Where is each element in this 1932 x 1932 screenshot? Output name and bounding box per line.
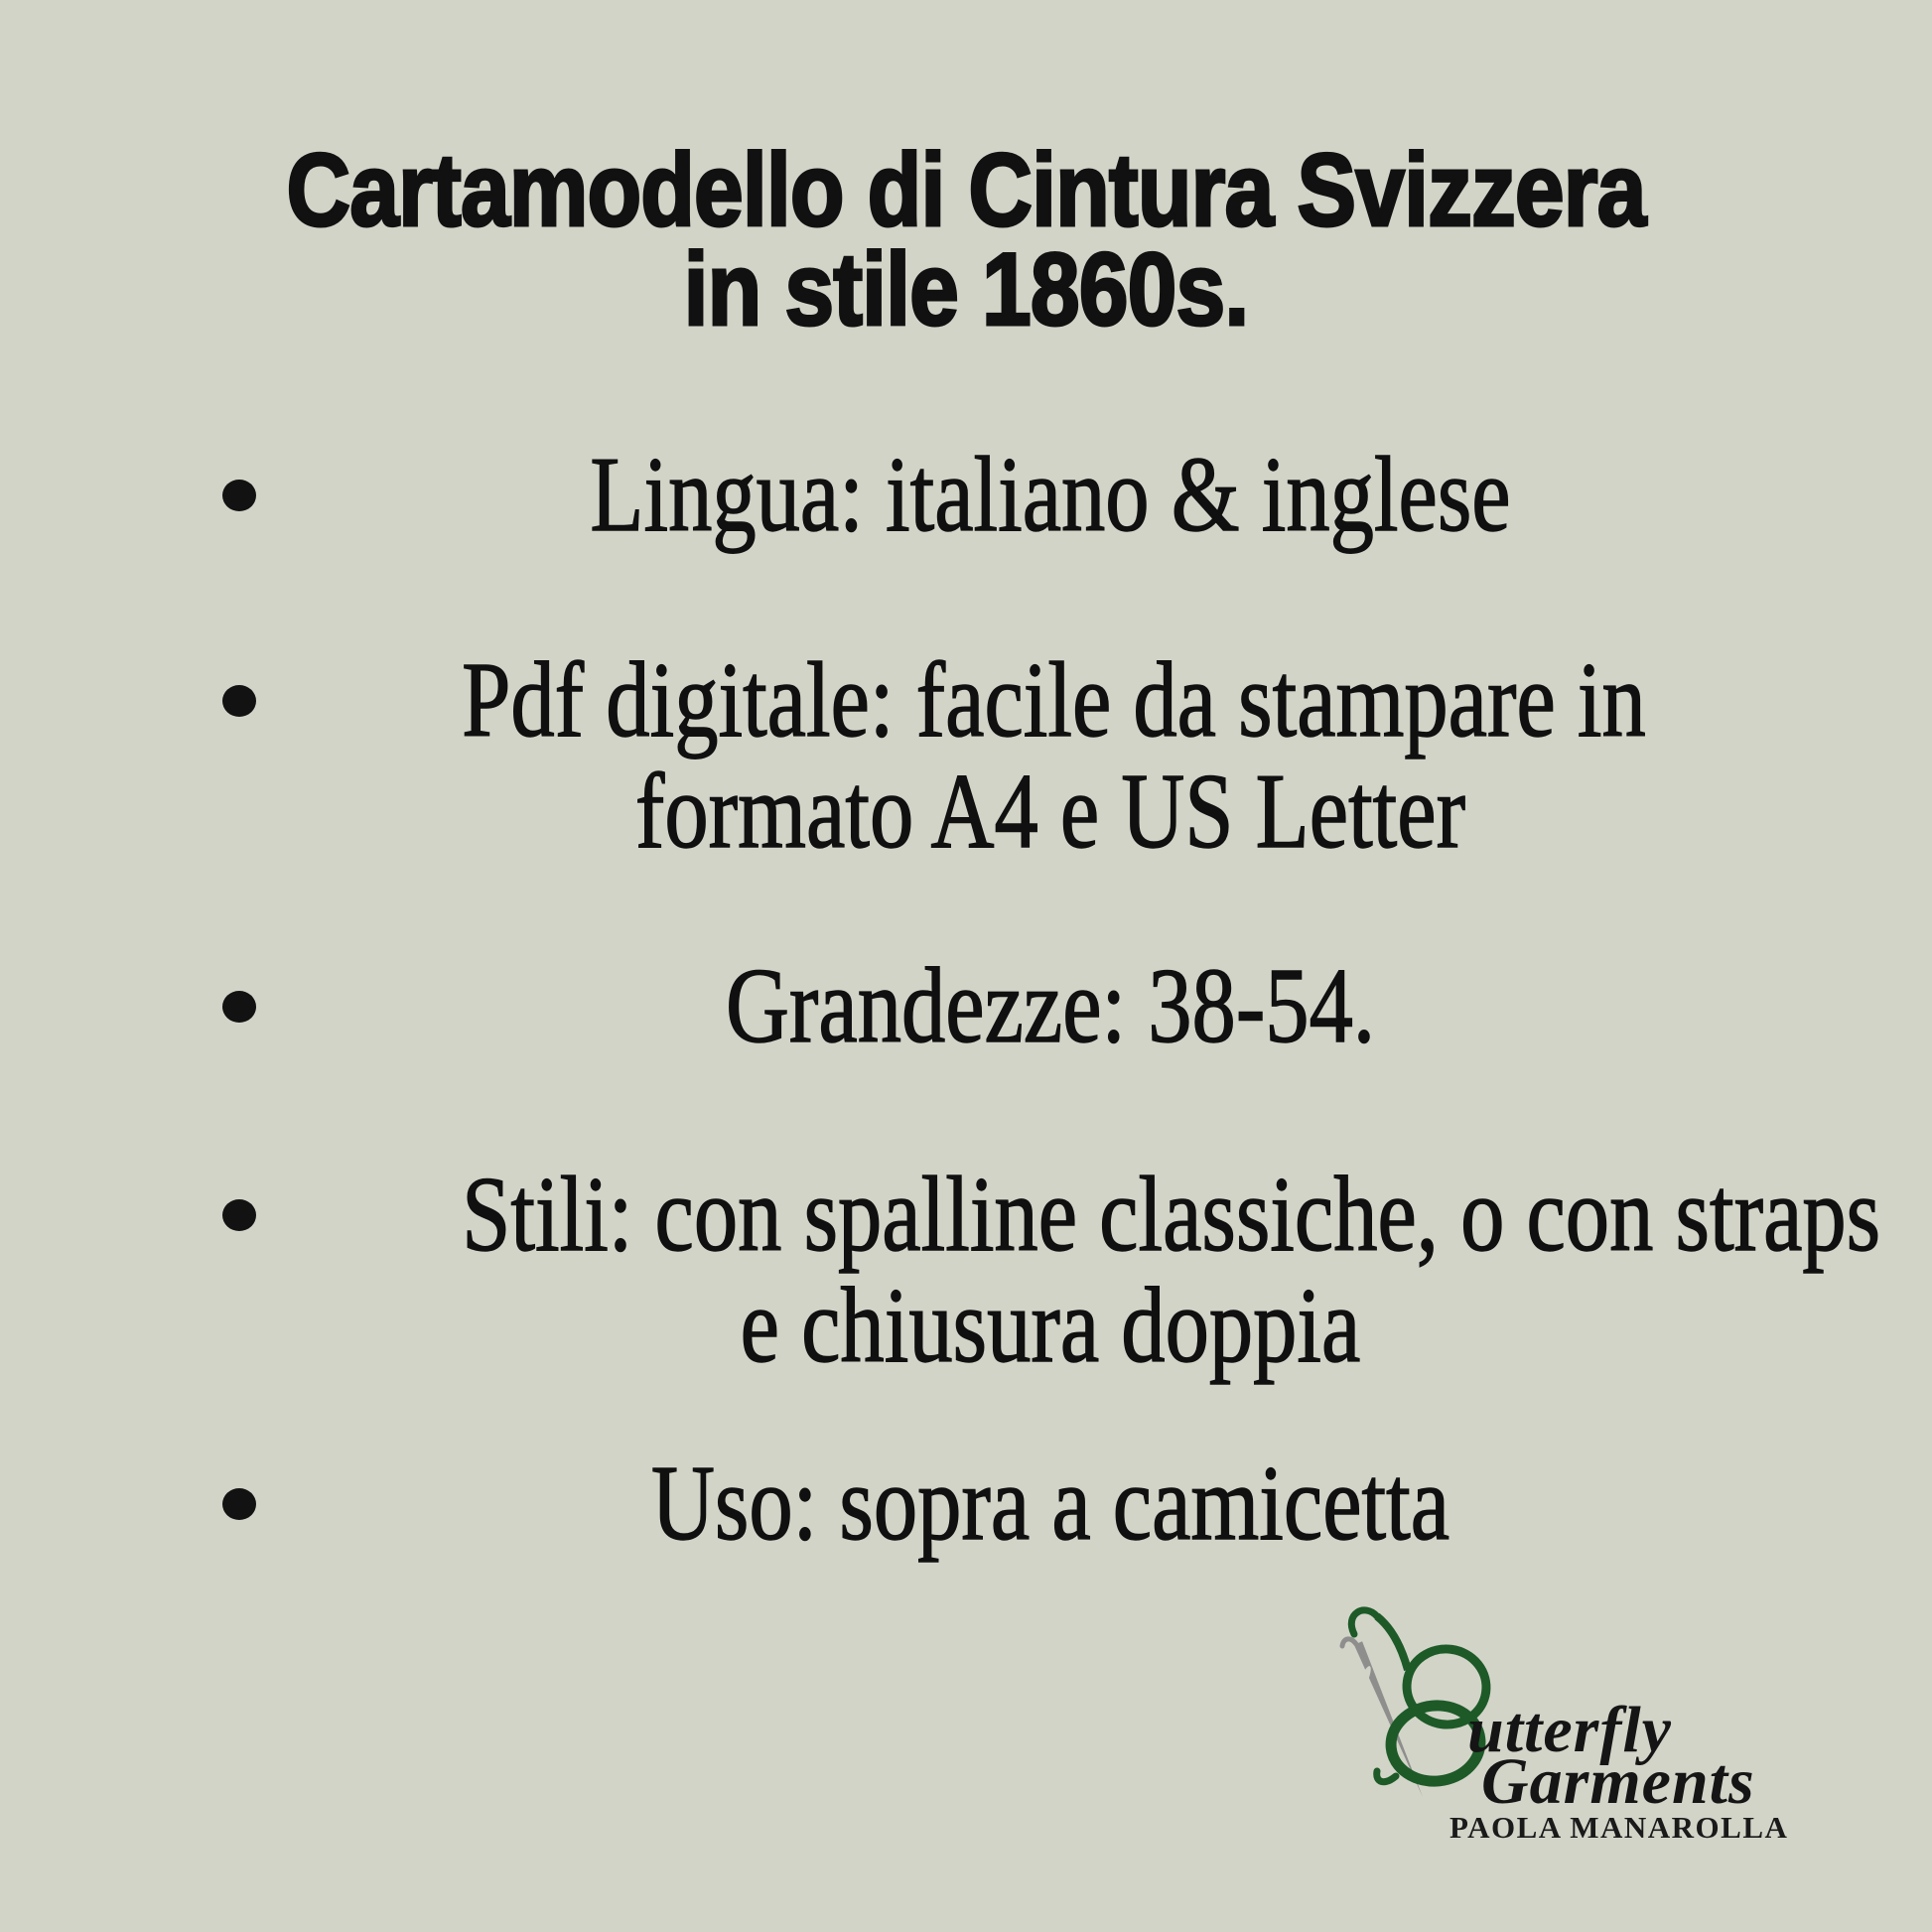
bullet-icon bbox=[222, 991, 256, 1023]
list-item-line: formato A4 e US Letter bbox=[634, 753, 1466, 871]
brand-logo bbox=[1330, 1588, 1886, 1876]
brand-name-line2: Garments bbox=[1481, 1745, 1755, 1818]
list-item-line: Uso: sopra a camicetta bbox=[650, 1445, 1450, 1563]
list-item-line: Lingua: italiano & inglese bbox=[590, 436, 1511, 554]
list-item-line: Stili: con spalline classiche, o con straps bbox=[462, 1156, 1881, 1274]
bullet-icon bbox=[222, 1488, 256, 1520]
list-item-pdf bbox=[164, 641, 1768, 871]
title-line-1: Cartamodello di Cintura Svizzera bbox=[286, 133, 1646, 248]
list-item-grandezze bbox=[164, 947, 1768, 1065]
brand-subtitle: PAOLA MANAROLLA bbox=[1449, 1810, 1789, 1845]
bullet-icon bbox=[222, 480, 256, 511]
list-item-lingua bbox=[164, 436, 1768, 554]
brand-name-line1: utterfly bbox=[1467, 1694, 1672, 1766]
title-line-2: in stile 1860s. bbox=[683, 232, 1249, 347]
list-item-line: e chiusura doppia bbox=[740, 1267, 1361, 1385]
list-item-uso bbox=[164, 1445, 1768, 1563]
list-item-stili bbox=[164, 1156, 1881, 1385]
bullet-icon bbox=[222, 685, 256, 717]
list-item-line: Grandezze: 38-54. bbox=[725, 947, 1376, 1065]
list-item-line: Pdf digitale: facile da stampare in bbox=[462, 641, 1646, 759]
bullet-icon bbox=[222, 1199, 256, 1231]
